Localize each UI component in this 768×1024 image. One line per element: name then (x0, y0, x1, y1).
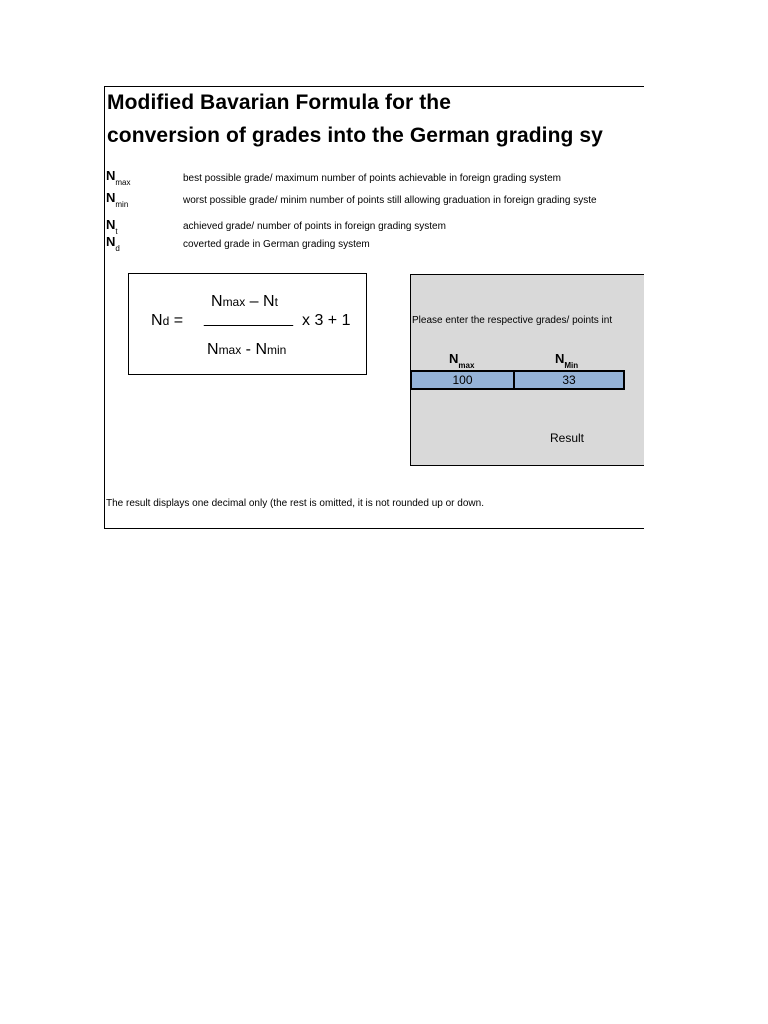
formula-symbol: N (151, 312, 163, 329)
symbol-subscript: max (115, 178, 131, 187)
result-label: Result (550, 431, 585, 445)
formula-symbol: N (207, 341, 219, 358)
definition-symbol-nmin (106, 190, 129, 209)
symbol-subscript: d (115, 244, 120, 253)
formula-subscript: max (222, 295, 246, 309)
definition-symbol-nt (106, 217, 118, 236)
symbol-subscript: max (458, 361, 475, 370)
formula-numerator (211, 293, 278, 311)
nmax-input-cell[interactable]: 100 (410, 370, 515, 390)
formula-denominator (207, 341, 286, 359)
formula-subscript: max (218, 343, 242, 357)
symbol-letter: N (106, 234, 116, 249)
formula-subscript: d (162, 314, 170, 328)
formula-subscript: t (274, 295, 278, 309)
formula-operator: - (241, 341, 256, 358)
symbol-letter: N (106, 168, 116, 183)
formula-equals: = (169, 312, 184, 329)
column-header-nmin (555, 351, 579, 370)
column-header-nmax (449, 351, 475, 370)
symbol-letter: N (555, 351, 565, 366)
worksheet (104, 86, 644, 529)
formula-multiplier: x 3 + 1 (302, 312, 351, 329)
definition-symbol-nmax (106, 168, 131, 187)
symbol-letter: N (106, 217, 116, 232)
title-line-1: Modified Bavarian Formula for the (107, 91, 452, 114)
symbol-subscript: Min (564, 361, 579, 370)
definition-text-nd: coverted grade in German grading system (183, 239, 370, 250)
formula-symbol: N (211, 293, 223, 310)
formula-box (128, 273, 367, 375)
symbol-letter: N (449, 351, 459, 366)
formula-operator: – (245, 293, 264, 310)
formula-subscript: min (267, 343, 287, 357)
definition-text-nmin: worst possible grade/ minim number of points still allowing graduation in foreign grading syste (183, 195, 597, 206)
title-line-2: conversion of grades into the German grading sy (107, 124, 603, 147)
symbol-subscript: t (115, 227, 118, 236)
formula-lhs (151, 312, 183, 330)
definition-text-nmax: best possible grade/ maximum number of points achievable in foreign grading system (183, 173, 561, 184)
formula-fraction-line: __________ (204, 310, 293, 327)
symbol-letter: N (106, 190, 116, 205)
calculator-panel (410, 274, 644, 466)
formula-symbol: N (263, 293, 275, 310)
symbol-subscript: min (115, 200, 129, 209)
nmin-input-cell[interactable]: 33 (513, 370, 625, 390)
definition-text-nt: achieved grade/ number of points in foreign grading system (183, 221, 446, 232)
definition-symbol-nd (106, 234, 120, 253)
calculator-instruction: Please enter the respective grades/ points int (412, 315, 613, 326)
footnote: The result displays one decimal only (the rest is omitted, it is not rounded up or down. (106, 498, 484, 509)
formula-symbol: N (255, 341, 268, 358)
